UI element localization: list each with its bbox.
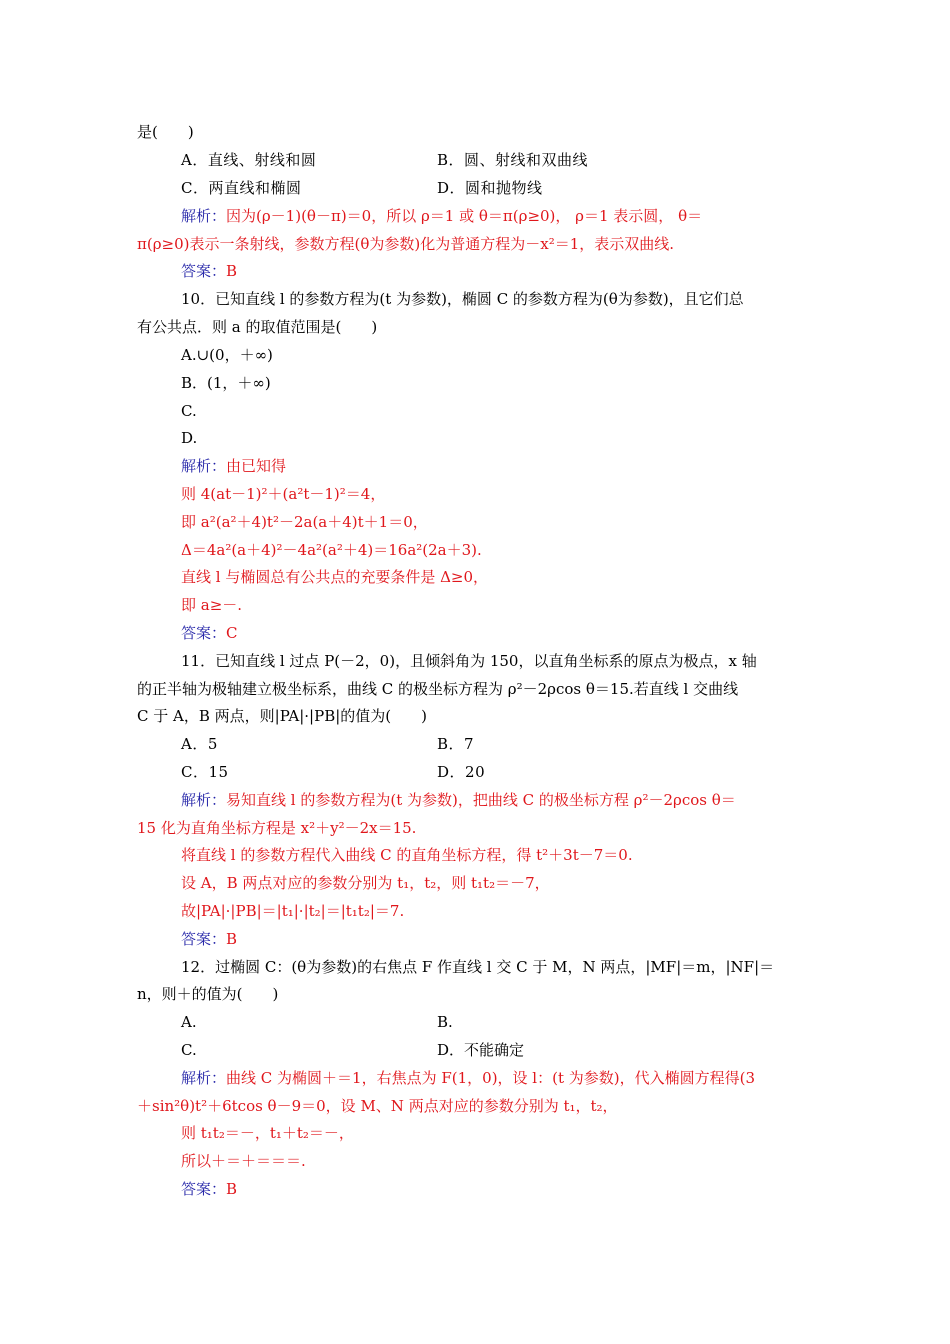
q11-solution-line-3: 将直线 l 的参数方程代入曲线 C 的直角坐标方程，得 t²＋3t－7＝0.: [181, 846, 633, 864]
q10-solution-line-4: Δ＝4a²(a＋4)²－4a²(a²＋4)＝16a²(2a＋3).: [181, 541, 482, 559]
q11-answer: [181, 929, 237, 949]
solution-text: 曲线 C 为椭圆＋＝1，右焦点为 F(1，0)，设 l：(t 为参数)，代入椭圆方程得(3: [226, 1069, 756, 1087]
q12-solution-line-3: 则 t₁t₂＝－，t₁＋t₂＝－，: [181, 1124, 354, 1142]
answer-value: B: [226, 262, 238, 280]
q9-stem-tail: 是( ): [137, 123, 194, 141]
q11-option-c: C．15: [181, 763, 229, 781]
answer-label: 答案：: [181, 930, 227, 948]
q12-option-d: D．不能确定: [437, 1041, 525, 1059]
q11-solution-line-1: [181, 790, 736, 810]
solution-label: 解析：: [181, 1069, 227, 1087]
q12-solution-line-4: 所以＋＝＋＝＝＝.: [181, 1152, 306, 1170]
q12-solution-line-2: ＋sin²θ)t²＋6tcos θ－9＝0，设 M、N 两点对应的参数分别为 t₁，t₂，: [137, 1097, 618, 1115]
q11-solution-line-4: 设 A，B 两点对应的参数分别为 t₁，t₂，则 t₁t₂＝－7，: [181, 874, 550, 892]
q11-option-a: A．5: [181, 735, 218, 753]
q9-option-d: D．圆和抛物线: [437, 179, 543, 197]
answer-label: 答案：: [181, 1180, 227, 1198]
q11-stem-line-1: 11．已知直线 l 过点 P(－2，0)，且倾斜角为 150，以直角坐标系的原点为极点，x 轴: [181, 652, 757, 670]
q10-option-b: B．(1，＋∞): [181, 374, 271, 392]
q10-solution-line-2: 则 4(at－1)²＋(a²t－1)²＝4，: [181, 485, 386, 503]
q10-solution-line-3: 即 a²(a²＋4)t²－2a(a＋4)t＋1＝0，: [181, 513, 428, 531]
answer-label: 答案：: [181, 262, 227, 280]
q10-option-d: D.: [181, 429, 198, 447]
solution-text: 易知直线 l 的参数方程为(t 为参数)，把曲线 C 的极坐标方程 ρ²－2ρcos θ＝: [226, 791, 736, 809]
solution-label: 解析：: [181, 791, 227, 809]
q12-option-a: A.: [181, 1013, 197, 1031]
q9-option-a: A．直线、射线和圆: [181, 151, 317, 169]
answer-value: B: [226, 1180, 238, 1198]
q9-option-b: B．圆、射线和双曲线: [437, 151, 589, 169]
q11-option-b: B．7: [437, 735, 475, 753]
q12-answer: [181, 1179, 237, 1199]
q11-stem-line-2: 的正半轴为极轴建立极坐标系，曲线 C 的极坐标方程为 ρ²－2ρcos θ＝15.若直线 l 交曲线: [137, 680, 739, 698]
q10-option-c: C.: [181, 402, 197, 420]
q9-answer: [181, 261, 237, 281]
q9-option-c: C．两直线和椭圆: [181, 179, 302, 197]
solution-text: 因为(ρ－1)(θ－π)＝0，所以 ρ＝1 或 θ＝π(ρ≥0)， ρ＝1 表示圆， θ＝: [226, 207, 703, 225]
q10-solution-line-6: 即 a≥－.: [181, 596, 243, 614]
q10-solution-line-1: [181, 456, 286, 476]
q12-stem-line-1: 12．过椭圆 C：(θ为参数)的右焦点 F 作直线 l 交 C 于 M，N 两点，|MF|＝m，|NF|＝: [181, 958, 775, 976]
q12-option-b: B.: [437, 1013, 453, 1031]
q10-stem-line-1: 10．已知直线 l 的参数方程为(t 为参数)，椭圆 C 的参数方程为(θ为参数)，且它们总: [181, 290, 744, 308]
solution-text: 由已知得: [226, 457, 287, 475]
answer-label: 答案：: [181, 624, 227, 642]
q10-answer: [181, 623, 238, 643]
q11-solution-line-2: 15 化为直角坐标方程是 x²＋y²－2x＝15.: [137, 819, 417, 837]
solution-label: 解析：: [181, 457, 227, 475]
q10-solution-line-5: 直线 l 与椭圆总有公共点的充要条件是 Δ≥0，: [181, 568, 489, 586]
answer-value: C: [226, 624, 238, 642]
q12-option-c: C.: [181, 1041, 197, 1059]
q10-option-a: A.∪(0，＋∞): [181, 346, 273, 364]
q9-solution-line-2: π(ρ≥0)表示一条射线，参数方程(θ为参数)化为普通方程为－x²＝1，表示双曲线.: [137, 235, 675, 253]
q11-option-d: D．20: [437, 763, 486, 781]
q12-stem-line-2: n，则＋的值为( ): [137, 985, 279, 1003]
answer-value: B: [226, 930, 238, 948]
q12-solution-line-1: [181, 1068, 755, 1088]
q11-solution-line-5: 故|PA|·|PB|＝|t₁|·|t₂|＝|t₁t₂|＝7.: [181, 902, 405, 920]
q10-stem-line-2: 有公共点．则 a 的取值范围是( ): [137, 318, 378, 336]
q11-stem-line-3: C 于 A，B 两点，则|PA|·|PB|的值为( ): [137, 707, 427, 725]
solution-label: 解析：: [181, 207, 227, 225]
q9-solution-line-1: [181, 206, 702, 226]
